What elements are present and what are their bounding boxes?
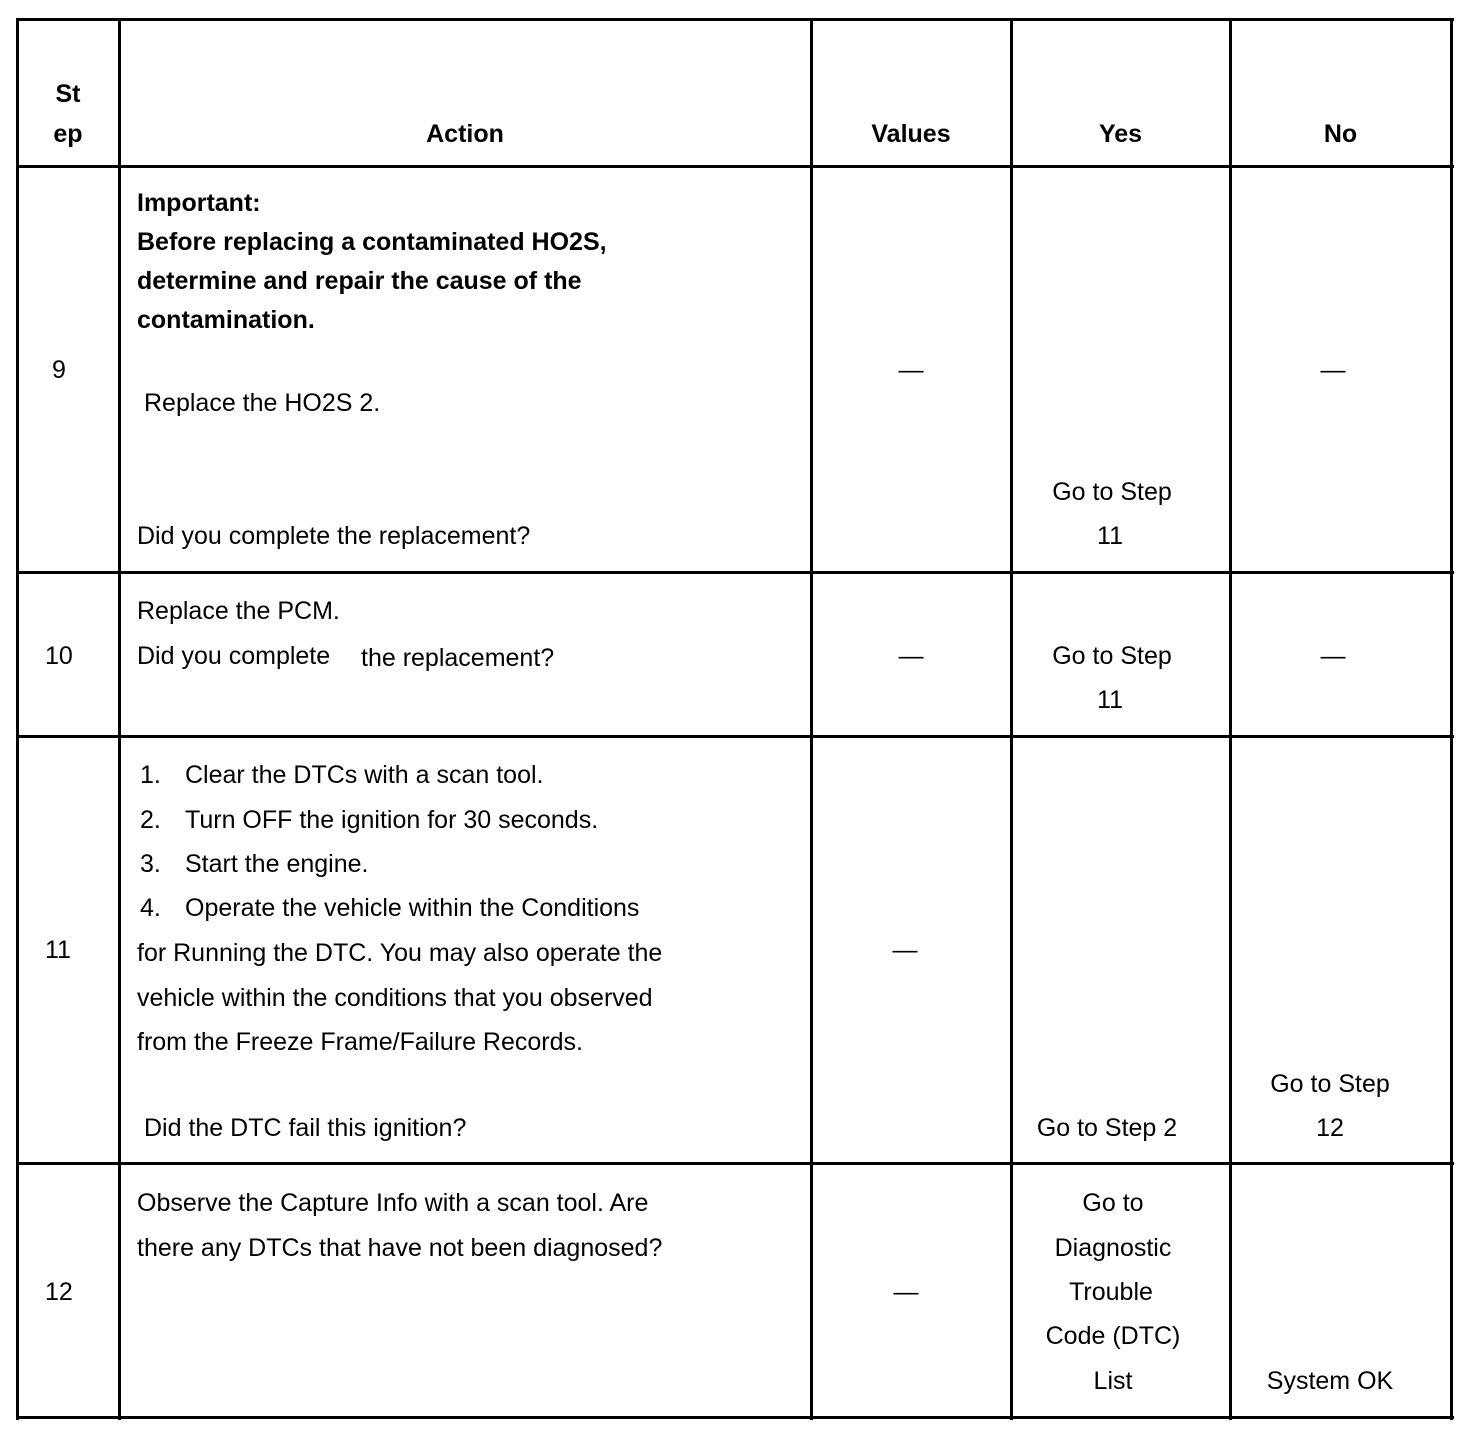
list-number: 1.: [140, 761, 161, 789]
row-border: [16, 18, 1454, 21]
row-border: [16, 571, 1454, 574]
yes-cell: 11: [1097, 686, 1123, 714]
header-no: No: [1323, 120, 1358, 148]
values-cell: —: [898, 642, 924, 670]
list-item: Turn OFF the ignition for 30 seconds.: [185, 806, 599, 834]
action-text: Replace the PCM.: [137, 597, 340, 625]
header-step-cont: ep: [53, 120, 83, 148]
yes-cell: 11: [1097, 522, 1123, 550]
yes-cell: Go to Step 2: [1036, 1114, 1178, 1142]
list-item: Start the engine.: [185, 850, 369, 878]
values-cell: —: [893, 1278, 919, 1306]
no-cell: —: [1320, 642, 1346, 670]
row-border: [16, 1416, 1454, 1419]
values-cell: —: [892, 936, 918, 964]
action-text: from the Freeze Frame/Failure Records.: [137, 1028, 583, 1056]
yes-cell: Go to: [1082, 1189, 1144, 1217]
yes-cell: Code (DTC): [1045, 1322, 1181, 1350]
row-border: [16, 1162, 1454, 1165]
yes-cell: List: [1093, 1367, 1133, 1395]
step-number: 11: [45, 936, 71, 964]
no-cell: —: [1320, 356, 1346, 384]
column-border: [1229, 18, 1232, 1420]
no-cell: 12: [1316, 1114, 1344, 1142]
action-text: Observe the Capture Info with a scan tool. Are: [137, 1189, 649, 1217]
header-yes: Yes: [1098, 120, 1143, 148]
column-border: [1450, 18, 1453, 1420]
header-action: Action: [426, 120, 504, 148]
header-step: St: [55, 80, 81, 108]
no-cell: System OK: [1266, 1367, 1394, 1395]
step-number: 12: [45, 1278, 73, 1306]
list-number: 2.: [140, 806, 161, 834]
yes-cell: Trouble: [1069, 1278, 1153, 1306]
list-item: Operate the vehicle within the Conditions: [185, 894, 640, 922]
list-number: 4.: [140, 894, 161, 922]
column-border: [810, 18, 813, 1420]
yes-cell: Go to Step: [1052, 642, 1172, 670]
question-text: Did you complete the replacement?: [137, 522, 531, 550]
question-text: Did you complete: [137, 642, 331, 670]
important-text: Before replacing a contaminated HO2S,: [137, 228, 607, 256]
step-number: 10: [45, 642, 73, 670]
important-text: contamination.: [137, 306, 315, 334]
yes-cell: Go to Step: [1052, 478, 1172, 506]
column-border: [118, 18, 121, 1420]
row-border: [16, 165, 1454, 168]
important-text: determine and repair the cause of the: [137, 267, 582, 295]
row-border: [16, 735, 1454, 738]
values-cell: —: [898, 356, 924, 384]
column-border: [16, 18, 19, 1420]
header-values: Values: [871, 120, 951, 148]
list-number: 3.: [140, 850, 161, 878]
no-cell: Go to Step: [1270, 1070, 1390, 1098]
action-text: there any DTCs that have not been diagnosed?: [137, 1234, 663, 1262]
important-label: Important:: [137, 189, 261, 217]
list-item: Clear the DTCs with a scan tool.: [185, 761, 544, 789]
action-text: for Running the DTC. You may also operate the: [137, 939, 663, 967]
action-text: Replace the HO2S 2.: [144, 389, 381, 417]
step-number: 9: [52, 356, 66, 384]
action-text: vehicle within the conditions that you observed: [137, 984, 653, 1012]
question-text: the replacement?: [361, 644, 555, 672]
yes-cell: Diagnostic: [1054, 1234, 1172, 1262]
question-text: Did the DTC fail this ignition?: [144, 1114, 467, 1142]
